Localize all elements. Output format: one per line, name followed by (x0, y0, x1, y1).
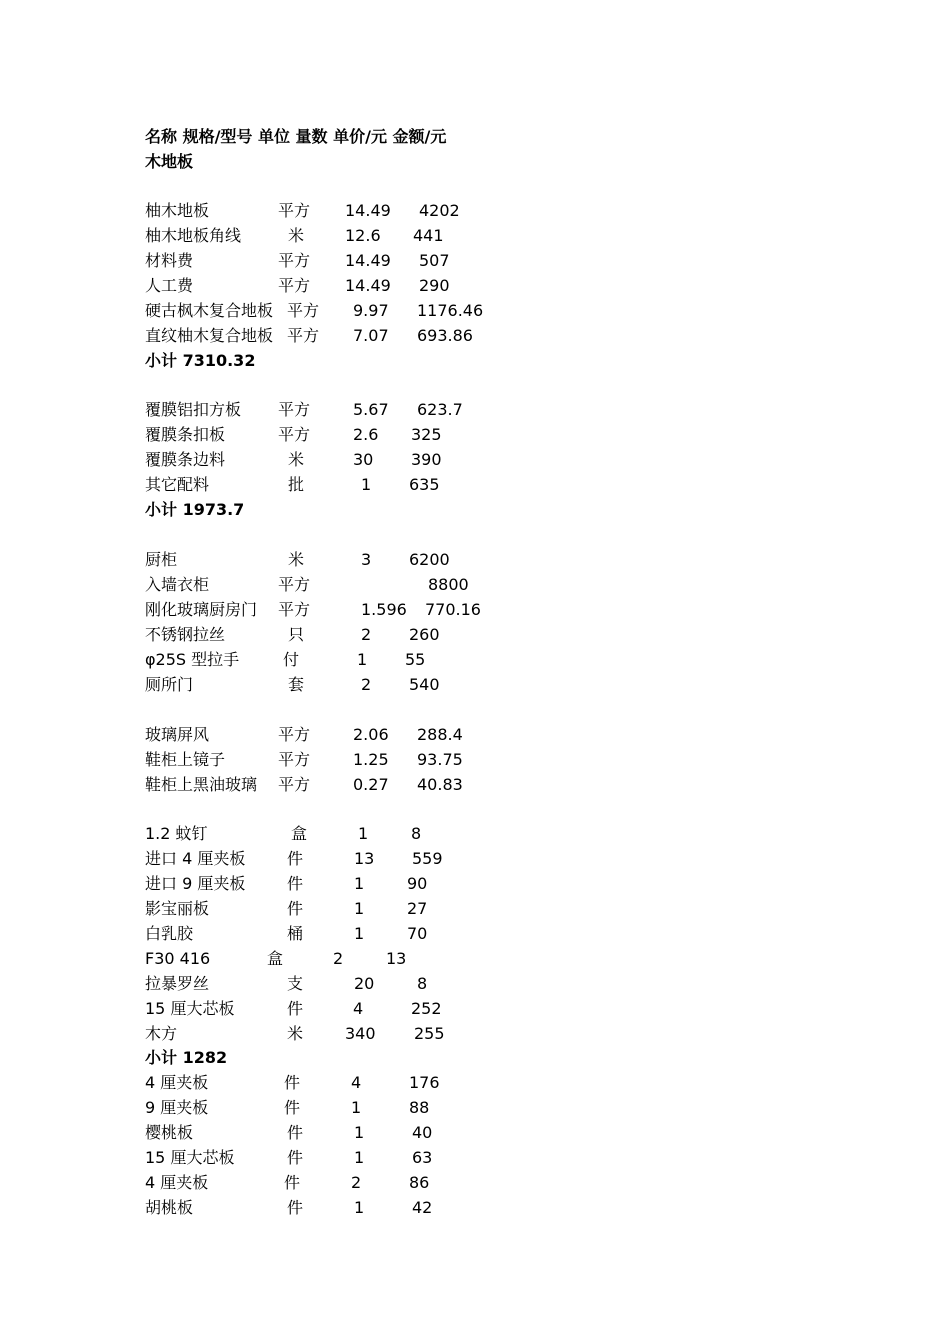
item-name: 进口 4 厘夹板 (145, 849, 246, 868)
item-qty: 12.6 (345, 226, 381, 245)
item-qty: 5.67 (353, 400, 389, 419)
item-amount: 8 (411, 824, 422, 843)
subtotal: 小计 7310.32 (145, 351, 256, 370)
item-name: φ25S 型拉手 (145, 650, 240, 669)
item-amount: 40.83 (417, 775, 463, 794)
item-name: 厕所门 (145, 675, 194, 694)
item-name: 樱桃板 (145, 1123, 194, 1142)
item-qty: 20 (354, 974, 375, 993)
item-name: 4 厘夹板 (145, 1073, 209, 1092)
item-qty: 30 (353, 450, 374, 469)
item-qty: 1 (354, 899, 365, 918)
item-name: 影宝丽板 (145, 899, 210, 918)
item-qty: 4 (351, 1073, 362, 1092)
item-qty: 1.25 (353, 750, 389, 769)
item-name: 人工费 (145, 276, 194, 295)
item-qty: 1 (354, 924, 365, 943)
item-name: 不锈钢拉丝 (145, 625, 226, 644)
item-unit: 件 (287, 1123, 304, 1142)
item-qty: 1 (357, 650, 368, 669)
item-unit: 米 (288, 226, 305, 245)
item-amount: 255 (414, 1024, 445, 1043)
item-unit: 平方 (278, 725, 311, 744)
item-name: 直纹柚木复合地板 (145, 326, 274, 345)
item-amount: 1176.46 (417, 301, 484, 320)
item-name: F30 416 (145, 949, 211, 968)
item-qty: 2 (361, 625, 372, 644)
item-qty: 340 (345, 1024, 376, 1043)
item-unit: 平方 (278, 775, 311, 794)
item-amount: 4202 (419, 201, 460, 220)
item-unit: 平方 (278, 251, 311, 270)
item-unit: 盒 (291, 824, 308, 843)
item-qty: 3 (361, 550, 372, 569)
item-amount: 693.86 (417, 326, 473, 345)
subtotal: 小计 1973.7 (145, 500, 245, 519)
item-amount: 55 (405, 650, 426, 669)
item-unit: 件 (287, 999, 304, 1018)
item-amount: 623.7 (417, 400, 463, 419)
item-unit: 只 (288, 625, 305, 644)
item-amount: 42 (412, 1198, 433, 1217)
item-unit: 平方 (287, 326, 320, 345)
item-amount: 290 (419, 276, 450, 295)
item-unit: 平方 (278, 276, 311, 295)
item-unit: 批 (288, 475, 305, 494)
item-amount: 6200 (409, 550, 450, 569)
item-qty: 1.596 (361, 600, 407, 619)
item-amount: 260 (409, 625, 440, 644)
item-qty: 14.49 (345, 201, 391, 220)
item-amount: 635 (409, 475, 440, 494)
item-amount: 559 (412, 849, 443, 868)
item-qty: 7.07 (353, 326, 389, 345)
item-name: 玻璃屏风 (145, 725, 210, 744)
item-name: 其它配料 (145, 475, 210, 494)
item-amount: 770.16 (425, 600, 481, 619)
item-qty: 1 (351, 1098, 362, 1117)
item-amount: 93.75 (417, 750, 463, 769)
item-amount: 86 (409, 1173, 430, 1192)
item-unit: 平方 (278, 575, 311, 594)
item-qty: 14.49 (345, 276, 391, 295)
item-unit: 米 (288, 450, 305, 469)
item-qty: 1 (354, 874, 365, 893)
item-unit: 平方 (278, 600, 311, 619)
item-name: 材料费 (145, 251, 194, 270)
item-unit: 米 (287, 1024, 304, 1043)
item-qty: 1 (354, 1198, 365, 1217)
item-qty: 0.27 (353, 775, 389, 794)
item-unit: 平方 (278, 201, 311, 220)
item-unit: 平方 (278, 425, 311, 444)
item-amount: 90 (407, 874, 428, 893)
item-unit: 件 (287, 1198, 304, 1217)
item-unit: 件 (284, 1073, 301, 1092)
item-amount: 27 (407, 899, 428, 918)
item-amount: 176 (409, 1073, 440, 1092)
item-name: 覆膜条扣板 (145, 425, 226, 444)
item-name: 厨柜 (145, 550, 178, 569)
item-amount: 252 (411, 999, 442, 1018)
item-name: 入墙衣柜 (145, 575, 210, 594)
item-qty: 14.49 (345, 251, 391, 270)
item-name: 进口 9 厘夹板 (145, 874, 246, 893)
item-name: 4 厘夹板 (145, 1173, 209, 1192)
item-amount: 325 (411, 425, 442, 444)
item-name: 木方 (145, 1024, 178, 1043)
item-amount: 13 (386, 949, 407, 968)
item-unit: 件 (287, 899, 304, 918)
item-qty: 1 (354, 1148, 365, 1167)
item-qty: 2 (351, 1173, 362, 1192)
item-amount: 441 (413, 226, 444, 245)
item-unit: 件 (284, 1173, 301, 1192)
item-unit: 套 (288, 675, 305, 694)
item-unit: 米 (288, 550, 305, 569)
item-unit: 桶 (287, 924, 304, 943)
item-unit: 盒 (267, 949, 284, 968)
item-name: 柚木地板 (145, 201, 210, 220)
item-amount: 288.4 (417, 725, 463, 744)
item-unit: 件 (284, 1098, 301, 1117)
item-name: 鞋柜上镜子 (145, 750, 226, 769)
item-name: 15 厘大芯板 (145, 1148, 235, 1167)
item-amount: 88 (409, 1098, 430, 1117)
item-name: 刚化玻璃厨房门 (145, 600, 258, 619)
item-qty: 9.97 (353, 301, 389, 320)
item-qty: 2 (333, 949, 344, 968)
item-amount: 63 (412, 1148, 433, 1167)
item-unit: 件 (287, 849, 304, 868)
item-qty: 4 (353, 999, 364, 1018)
category-title: 木地板 (145, 152, 194, 171)
item-amount: 8800 (428, 575, 469, 594)
item-unit: 付 (283, 650, 300, 669)
item-qty: 2 (361, 675, 372, 694)
item-qty: 2.6 (353, 425, 379, 444)
item-amount: 40 (412, 1123, 433, 1142)
item-unit: 平方 (287, 301, 320, 320)
item-amount: 8 (417, 974, 428, 993)
item-amount: 507 (419, 251, 450, 270)
item-unit: 支 (287, 974, 304, 993)
item-name: 拉暴罗丝 (145, 974, 210, 993)
item-name: 硬古枫木复合地板 (145, 301, 274, 320)
item-amount: 70 (407, 924, 428, 943)
item-amount: 540 (409, 675, 440, 694)
item-qty: 1 (361, 475, 372, 494)
item-unit: 件 (287, 1148, 304, 1167)
subtotal: 小计 1282 (145, 1048, 228, 1067)
item-name: 鞋柜上黑油玻璃 (145, 775, 258, 794)
item-qty: 1 (354, 1123, 365, 1142)
item-unit: 平方 (278, 750, 311, 769)
item-unit: 件 (287, 874, 304, 893)
item-name: 胡桃板 (145, 1198, 194, 1217)
item-qty: 2.06 (353, 725, 389, 744)
item-name: 白乳胶 (145, 924, 194, 943)
column-header: 名称 规格/型号 单位 量数 单价/元 金额/元 (145, 127, 447, 146)
item-amount: 390 (411, 450, 442, 469)
item-qty: 13 (354, 849, 375, 868)
item-name: 9 厘夹板 (145, 1098, 209, 1117)
item-qty: 1 (358, 824, 369, 843)
item-unit: 平方 (278, 400, 311, 419)
item-name: 覆膜条边料 (145, 450, 226, 469)
item-name: 1.2 蚊钉 (145, 824, 208, 843)
item-name: 柚木地板角线 (145, 226, 242, 245)
item-name: 15 厘大芯板 (145, 999, 235, 1018)
item-name: 覆膜铝扣方板 (145, 400, 242, 419)
